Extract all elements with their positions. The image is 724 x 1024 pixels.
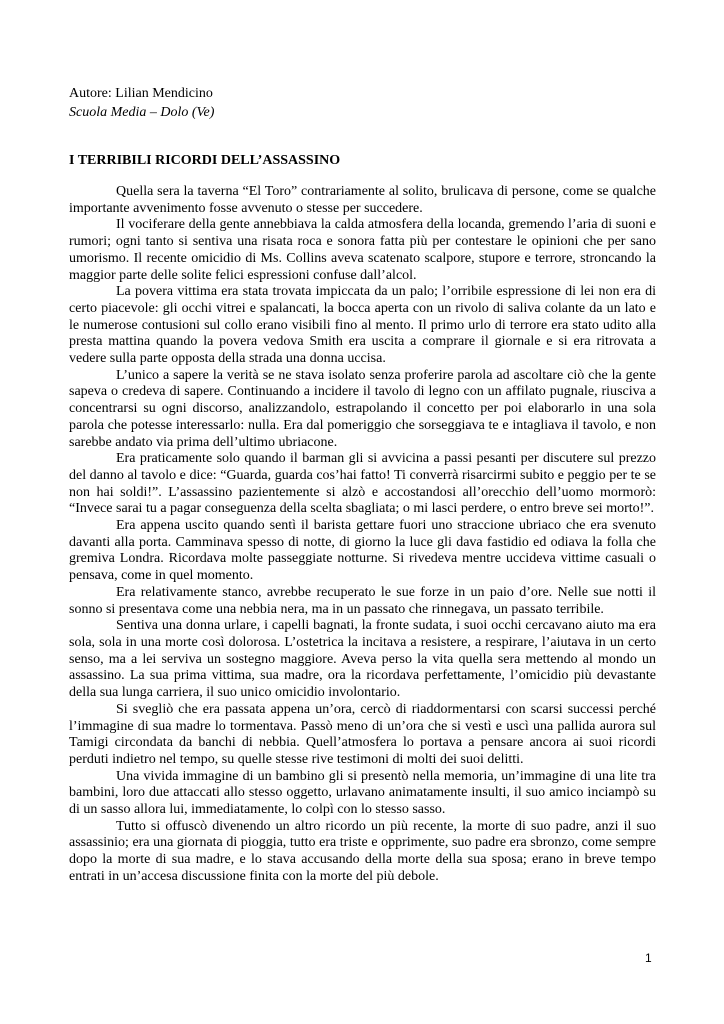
paragraph: Era appena uscito quando sentì il barista gettare fuori uno straccione ubriaco che era svenuto davanti alla porta. Camminava spesso di notte, di giorno la luce gli dava fastidio ed odiava la folla che gremiva Londra. Ricordava molte passeggiate notturne. Si rivedeva mentre uccideva vittime casuali o pensava, come in quel momento. xyxy=(69,518,656,584)
paragraph: Tutto si offuscò divenendo un altro ricordo un più recente, la morte di suo padre, anzi il suo assassinio; era una giornata di pioggia, tutto era triste e opprimente, suo padre era sbronzo, come sempre dopo la morte di sua madre, e lo stava accusando della morte della sua sposa; erano in breve tempo entrati in un’accesa discussione finita con la morte del più debole. xyxy=(69,818,656,884)
paragraph: Era relativamente stanco, avrebbe recuperato le sue forze in un paio d’ore. Nelle sue notti il sonno si presentava come una nebbia nera, ma in un passato che rinnegava, un passato terribile. xyxy=(69,584,656,617)
paragraph: La povera vittima era stata trovata impiccata da un palo; l’orribile espressione di lei non era di certo piacevole: gli occhi vitrei e spalancati, la bocca aperta con un rivolo di saliva colante da un lato e le numerose contusioni sul collo erano visibili fino al mento. Il primo urlo di terrore era stato udito alla presta mattina quando la povera vedova Smith era uscita a comprare il giornale e si era ritrovata a vedere sulla parte opposta della strada una donna uccisa. xyxy=(69,284,656,367)
school-line: Scuola Media – Dolo (Ve) xyxy=(69,105,215,120)
paragraph: Il vociferare della gente annebbiava la calda atmosfera della locanda, gremendo l’aria di suoni e rumori; ogni tanto si sentiva una risata roca e sonora fatta più per contestare le opinioni che per sano umorismo. Il recente omicidio di Ms. Collins aveva scatenato scalpore, stupore e terrore, stroncando la maggior parte delle solite felici espressioni confuse dall’alcol. xyxy=(69,217,656,283)
story-body xyxy=(69,184,656,886)
paragraph: L’unico a sapere la verità se ne stava isolato senza proferire parola ad ascoltare ciò che la gente sapeva o credeva di sapere. Continuando a incidere il tavolo di legno con un affilato pugnale, riusciva a concentrarsi su ogni discorso, analizzandolo, estrapolando il concetto per poi elaborarlo in una sola parola che potesse interessarlo: nulla. Era dal pomeriggio che sorseggiava te e intagliava il tavolo, e non sarebbe andato via prima dell’ultimo ubriacone. xyxy=(69,367,656,450)
paragraph: Una vivida immagine di un bambino gli si presentò nella memoria, un’immagine di una lite tra bambini, loro due attaccati allo stesso oggetto, urlavano animatamente insulti, il suo amico inciampò su di un sasso allora lui, immediatamente, lo colpì con lo stesso sasso. xyxy=(69,768,656,818)
story-title: I TERRIBILI RICORDI DELL’ASSASSINO xyxy=(69,153,341,168)
paragraph: Sentiva una donna urlare, i capelli bagnati, la fronte sudata, i suoi occhi cercavano aiuto ma era sola, sola in una morte così dolorosa. L’ostetrica la incitava a resistere, a respirare, l’aiutava in un certo senso, ma a lei serviva un sostegno maggiore. Aveva perso la vita quella sera mettendo al mondo un assassino. La sua prima vittima, sua madre, ora la ricordava perfettamente, l’omicidio più devastante della sua lunga carriera, il suo unico omicidio involontario. xyxy=(69,618,656,701)
paragraph: Quella sera la taverna “El Toro” contrariamente al solito, brulicava di persone, come se qualche importante avvenimento fosse avvenuto o stesse per succedere. xyxy=(69,184,656,216)
paragraph: Si svegliò che era passata appena un’ora, cercò di riaddormentarsi con scarsi successi perché l’immagine di sua madre lo tormentava. Passò meno di un’ora che si vestì e uscì una pallida aurora sul Tamigi circondata da banchi di nebbia. Quell’atmosfera lo portava a pensare ancora ai suoi ricordi perduti indietro nel tempo, su quelle stesse rive testimoni di molti dei suoi delitti. xyxy=(69,701,656,767)
author-line: Autore: Lilian Mendicino xyxy=(69,86,213,101)
paragraph: Era praticamente solo quando il barman gli si avvicina a passi pesanti per discutere sul prezzo del danno al tavolo e dice: “Guarda, guarda cos’hai fatto! Ti converrà risarcirmi subito e peggio per te se non hai soldi!”. L’assassino pazientemente si alzò e accostandosi all’orecchio dell’uomo mormorò: “Invece sarai tu a pagar conseguenza della scelta sbagliata; o mi lasci perdere, o entro breve sei morto!”. xyxy=(69,451,656,517)
page-number: 1 xyxy=(645,951,652,965)
